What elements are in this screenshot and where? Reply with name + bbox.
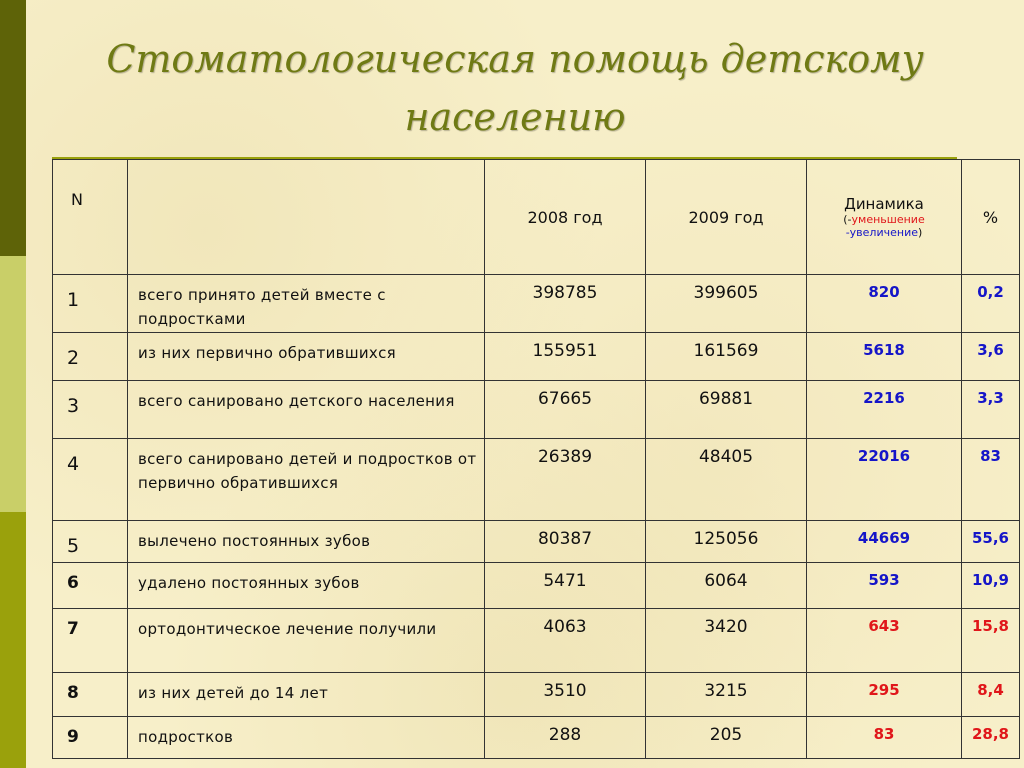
row-pct: 3,3 — [962, 381, 1020, 439]
row-n: 9 — [53, 717, 128, 759]
table-row — [53, 521, 1020, 563]
row-2009: 161569 — [646, 333, 807, 381]
row-2008: 67665 — [485, 381, 646, 439]
row-pct: 8,4 — [962, 673, 1020, 717]
row-2009: 399605 — [646, 275, 807, 333]
row-n: 1 — [53, 275, 128, 333]
legend-open: (- — [843, 213, 852, 226]
sidebar-block-dark — [0, 0, 26, 256]
row-pct: 10,9 — [962, 563, 1020, 609]
table-row — [53, 381, 1020, 439]
row-desc: подростков — [128, 717, 485, 759]
table-row — [53, 717, 1020, 759]
slide-title-line2: населению — [404, 95, 626, 139]
row-n: 4 — [53, 439, 128, 521]
row-n: 7 — [53, 609, 128, 673]
row-n: 6 — [53, 563, 128, 609]
row-dynamics: 643 — [807, 609, 962, 673]
row-n: 3 — [53, 381, 128, 439]
row-pct: 0,2 — [962, 275, 1020, 333]
row-desc: всего принято детей вместе с подростками — [128, 275, 485, 333]
sidebar-decoration — [0, 0, 26, 768]
row-dynamics: 22016 — [807, 439, 962, 521]
row-2009: 3420 — [646, 609, 807, 673]
row-2008: 398785 — [485, 275, 646, 333]
row-2009: 3215 — [646, 673, 807, 717]
sidebar-block-light — [0, 256, 26, 512]
row-n: 2 — [53, 333, 128, 381]
row-2009: 48405 — [646, 439, 807, 521]
row-2009: 69881 — [646, 381, 807, 439]
header-desc — [128, 160, 485, 275]
row-2008: 3510 — [485, 673, 646, 717]
dental-care-table — [52, 159, 1020, 759]
header-pct: % — [962, 160, 1020, 275]
row-dynamics: 295 — [807, 673, 962, 717]
table-row — [53, 563, 1020, 609]
row-desc: всего санировано детей и подростков от первично обратившихся — [128, 439, 485, 521]
table-row — [53, 439, 1020, 521]
header-dynamics-title: Динамика — [844, 195, 924, 213]
table-row — [53, 673, 1020, 717]
row-pct: 15,8 — [962, 609, 1020, 673]
row-2008: 26389 — [485, 439, 646, 521]
row-dynamics: 44669 — [807, 521, 962, 563]
row-dynamics: 2216 — [807, 381, 962, 439]
header-2008: 2008 год — [485, 160, 646, 275]
header-dynamics-legend — [807, 213, 961, 226]
row-pct: 28,8 — [962, 717, 1020, 759]
row-2008: 288 — [485, 717, 646, 759]
row-dynamics: 820 — [807, 275, 962, 333]
row-n: 8 — [53, 673, 128, 717]
row-2008: 4063 — [485, 609, 646, 673]
table-row — [53, 333, 1020, 381]
table-row — [53, 609, 1020, 673]
row-pct: 83 — [962, 439, 1020, 521]
row-2009: 125056 — [646, 521, 807, 563]
row-2008: 155951 — [485, 333, 646, 381]
row-desc: из них первично обратившихся — [128, 333, 485, 381]
row-dynamics: 593 — [807, 563, 962, 609]
row-dynamics: 83 — [807, 717, 962, 759]
header-n: N — [53, 160, 128, 275]
row-desc: вылечено постоянных зубов — [128, 521, 485, 563]
row-2009: 205 — [646, 717, 807, 759]
sidebar-block-mid — [0, 512, 26, 768]
legend-decrease: уменьшение — [851, 213, 925, 226]
header-dynamics-legend-2 — [807, 226, 961, 239]
slide-title-line1: Стоматологическая помощь детскому — [106, 37, 924, 81]
row-2009: 6064 — [646, 563, 807, 609]
row-n: 5 — [53, 521, 128, 563]
row-2008: 80387 — [485, 521, 646, 563]
row-pct: 55,6 — [962, 521, 1020, 563]
legend-close: ) — [918, 226, 923, 239]
table-row — [53, 275, 1020, 333]
legend-increase: -увеличение — [845, 226, 918, 239]
row-2008: 5471 — [485, 563, 646, 609]
row-desc: всего санировано детского населения — [128, 381, 485, 439]
header-2009: 2009 год — [646, 160, 807, 275]
row-dynamics: 5618 — [807, 333, 962, 381]
slide-title — [60, 30, 970, 146]
table-header-row — [53, 160, 1020, 275]
row-desc: удалено постоянных зубов — [128, 563, 485, 609]
row-desc: из них детей до 14 лет — [128, 673, 485, 717]
row-pct: 3,6 — [962, 333, 1020, 381]
row-desc: ортодонтическое лечение получили — [128, 609, 485, 673]
header-dynamics — [807, 160, 962, 275]
